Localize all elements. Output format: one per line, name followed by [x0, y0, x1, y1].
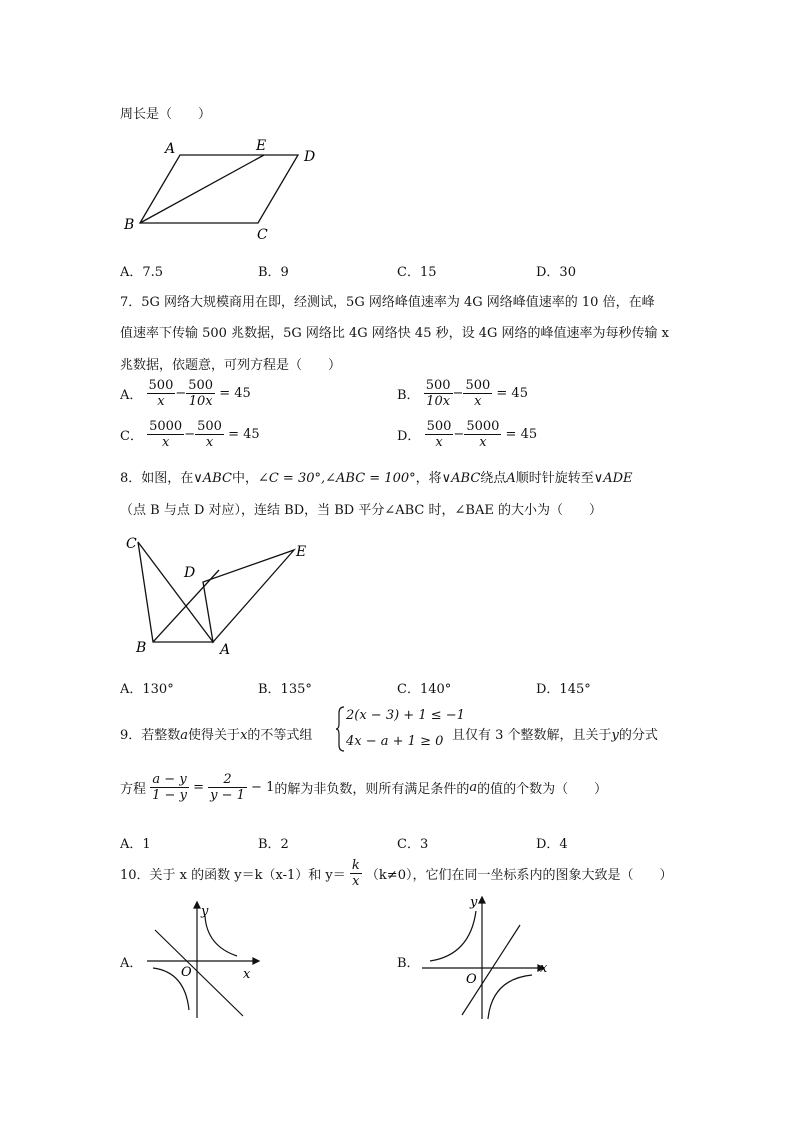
q10-graph-b	[420, 893, 560, 1023]
triangle-ade	[203, 550, 294, 642]
y-axis-arrow-icon	[194, 902, 200, 908]
q7-line2: 值速率下传输 500 兆数据，5G 网络比 4G 网络快 45 秒，设 4G 网络的峰值速率为每秒传输 x	[120, 326, 669, 341]
label-D: D	[184, 565, 196, 581]
q8-line1: 8．如图，在∨ABC中，∠C = 30°,∠ABC = 100°，将∨ABC绕点A顺时针旋转至∨ADE	[120, 471, 633, 486]
q6-option-c[interactable]: C．15	[397, 265, 437, 280]
hyperbola-branch-q2	[430, 911, 476, 961]
q9-option-a[interactable]: A．1	[120, 837, 151, 852]
fraction: $\frac{k}{x}$	[351, 858, 360, 889]
fraction: $\frac{500}{x}$	[148, 378, 174, 409]
q8-line2: （点 B 与点 D 对应），连结 BD，当 BD 平分∠ABC 时，∠BAE 的大小为（ ）	[120, 503, 602, 518]
fraction: $\frac{500}{x}$	[426, 419, 452, 450]
hyperbola-branch-q1	[205, 916, 237, 956]
q8-rotation-figure	[118, 530, 318, 660]
fraction: $\frac{2}{y - 1}$	[210, 772, 245, 803]
fraction: $\frac{500}{x}$	[197, 419, 222, 450]
q8-option-c[interactable]: C．140°	[397, 682, 452, 697]
fraction: $\frac{5000}{x}$	[149, 419, 183, 450]
q9-inequality-2: 4x − a + 1 ≥ 0	[346, 734, 444, 749]
q7-line3: 兆数据，依题意，可列方程是（ ）	[120, 358, 342, 373]
fraction: $\frac{a - y}{1 - y}$	[152, 772, 187, 803]
parallelogram-abcd	[140, 155, 298, 223]
q10-option-a-label[interactable]: A．	[120, 956, 143, 971]
label-B: B	[124, 217, 135, 233]
fraction: $\frac{500}{10x}$	[188, 378, 214, 409]
q6-option-d[interactable]: D．30	[536, 265, 576, 280]
q7-option-d[interactable]: D． $\frac{500}{x}$ − $\frac{5000}{x}$ = 45	[397, 419, 538, 450]
label-B: B	[136, 640, 147, 656]
q6-option-b[interactable]: B．9	[258, 265, 289, 280]
label-x: x	[243, 967, 251, 982]
label-A: A	[165, 141, 176, 157]
hyperbola-branch-q4	[488, 975, 532, 1019]
label-x: x	[540, 961, 548, 976]
q7-line1: 7．5G 网络大规模商用在即，经测试，5G 网络峰值速率为 4G 网络峰值速率的 10 倍，在峰	[120, 295, 655, 310]
label-E: E	[256, 138, 267, 154]
q8-option-a[interactable]: A．130°	[120, 682, 174, 697]
q9-option-b[interactable]: B．2	[258, 837, 289, 852]
triangle-abc	[138, 542, 213, 642]
q9-line1-part2: 且仅有 3 个整数解，且关于y的分式	[452, 728, 658, 743]
label-C: C	[257, 227, 268, 243]
label-D: D	[304, 149, 316, 165]
q7-option-c[interactable]: C． $\frac{5000}{x}$ − $\frac{500}{x}$ = 45	[120, 419, 260, 450]
fraction: $\frac{500}{x}$	[465, 378, 491, 409]
system-brace	[336, 706, 346, 752]
q9-option-d[interactable]: D．4	[536, 837, 568, 852]
label-E: E	[296, 544, 307, 560]
label-y: y	[201, 904, 209, 919]
q9-inequality-1: 2(x − 3) + 1 ≤ −1	[346, 708, 465, 723]
q8-option-d[interactable]: D．145°	[536, 682, 591, 697]
linear-graph	[462, 925, 520, 1015]
label-o: O	[181, 965, 192, 980]
q8-option-b[interactable]: B．135°	[258, 682, 312, 697]
x-axis-arrow-icon	[253, 958, 259, 964]
label-o: O	[466, 972, 477, 987]
fraction: $\frac{5000}{x}$	[466, 419, 500, 450]
fraction: $\frac{500}{10x}$	[425, 378, 451, 409]
q10-graph-a	[145, 898, 265, 1023]
q6-option-a[interactable]: A．7.5	[120, 265, 164, 280]
label-C: C	[126, 536, 137, 552]
label-y: y	[470, 895, 478, 910]
q6-parallelogram-figure	[118, 135, 328, 245]
q9-line1-part1: 9．若整数a使得关于x的不等式组	[120, 728, 313, 743]
q7-option-b[interactable]: B． $\frac{500}{10x}$ − $\frac{500}{x}$ = 45	[397, 378, 528, 409]
label-A: A	[220, 642, 231, 658]
q9-line2: 方程 $\frac{a - y}{1 - y}$ = $\frac{2}{y - 1}$ − 1的解为非负数，则所有满足条件的a的值的个数为（ ）	[120, 772, 608, 803]
segment-be	[140, 155, 264, 223]
q9-option-c[interactable]: C．3	[397, 837, 429, 852]
q7-option-a[interactable]: A． $\frac{500}{x}$ − $\frac{500}{10x}$ = 45	[120, 378, 251, 409]
q10-option-b-label[interactable]: B．	[397, 956, 420, 971]
y-axis-arrow-icon	[479, 897, 485, 903]
q10-line1: 10．关于 x 的函数 y＝k（x-1）和 y＝ $\frac{k}{x}$ （k≠0），它们在同一坐标系内的图象大致是（ ）	[120, 858, 673, 889]
q6-tail: 周长是（ ）	[120, 107, 212, 122]
